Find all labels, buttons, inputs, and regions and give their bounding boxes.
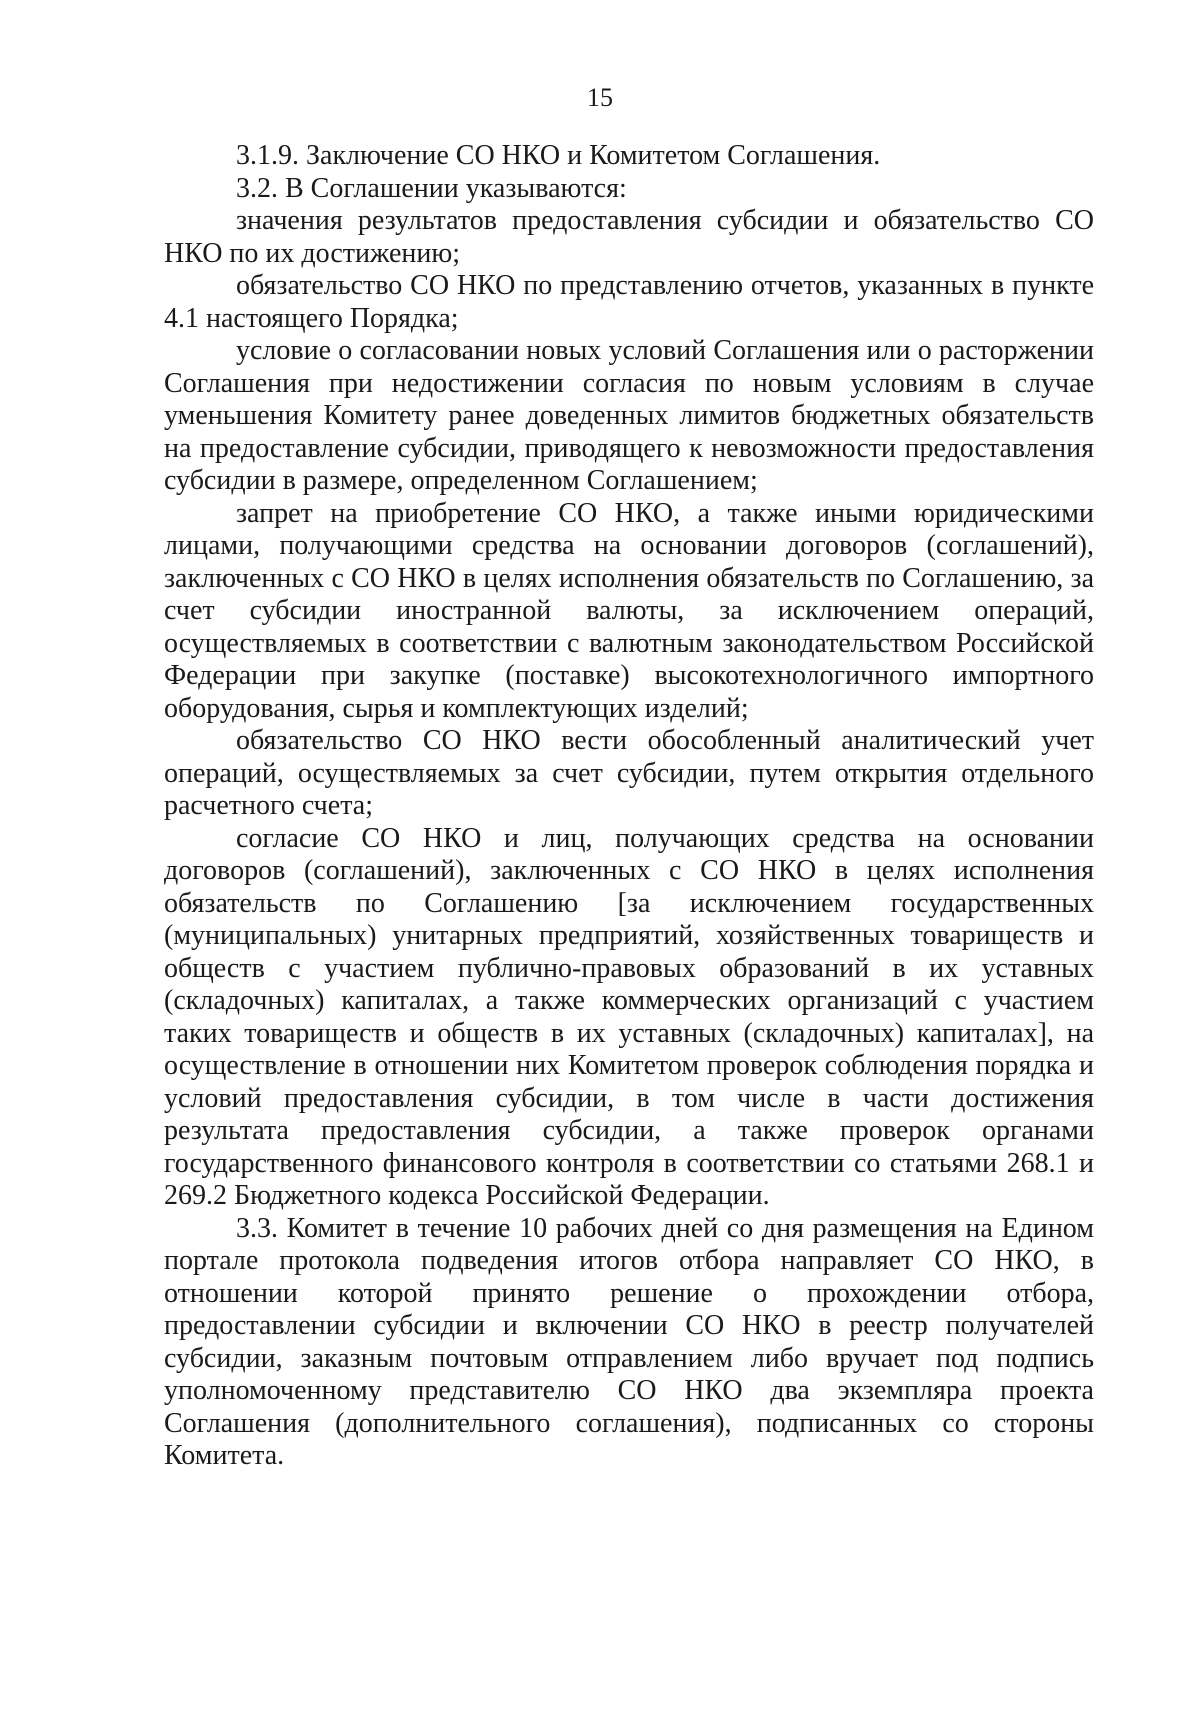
list-item-new-conditions: условие о согласовании новых условий Соглашения или о расторжении Соглашения при недостижении согласия по новым условиям в случае уменьшения Комитету ранее доведенных лимитов бюджетных обязательств на предоставление субсидии, приводящего к невозможности предоставления субсидии в размере, определенном Соглашением; [164,335,1094,496]
list-item-reports: обязательство СО НКО по представлению отчетов, указанных в пункте 4.1 настоящего Порядка; [164,270,1094,334]
paragraph-3-2: 3.2. В Соглашении указываются: [236,172,627,204]
list-item-currency-ban: запрет на приобретение СО НКО, а также иными юридическими лицами, получающими средства на основании договоров (соглашений), заключенных с СО НКО в целях исполнения обязательств по Соглашению, за счет субсидии иностранной валюты, за исключением операций, осуществляемых в соответствии с валютным законодательством Российской Федерации при закупке (поставке) высокотехнологичного импортного оборудования, сырья и комплектующих изделий; [164,497,1094,724]
list-item-inspection-consent: согласие СО НКО и лиц, получающих средства на основании договоров (соглашений), заключенных с СО НКО в целях исполнения обязательств по Соглашению [за исключением государственных (муниципальных) унитарных предприятий, хозяйственных товариществ и обществ с участием публично-правовых образований в их уставных (складочных) капиталах, а также коммерческих организаций с участием таких товариществ и обществ в их уставных (складочных) капиталах], на осуществление в отношении них Комитетом проверок соблюдения порядка и условий предоставления субсидии, в том числе в части достижения результата предоставления субсидии, а также проверок органами государственного финансового контроля в соответствии со статьями 268.1 и 269.2 Бюджетного кодекса Российской Федерации. [164,822,1094,1211]
list-item-separate-accounting: обязательство СО НКО вести обособленный аналитический учет операций, осуществляемых за счет субсидии, путем открытия отдельного расчетного счета; [164,725,1094,821]
list-item-results: значения результатов предоставления субсидии и обязательство СО НКО по их достижению; [164,205,1094,269]
paragraph-3-1-9: 3.1.9. Заключение СО НКО и Комитетом Соглашения. [236,140,881,171]
paragraph-3-3: 3.3. Комитет в течение 10 рабочих дней со дня размещения на Едином портале протокола подведения итогов отбора направляет СО НКО, в отношении которой принято решение о прохождении отбора, предоставлении субсидии и включении СО НКО в реестр получателей субсидии, заказным почтовым отправлением либо вручает под подпись уполномоченному представителю СО НКО два экземпляра проекта Соглашения (дополнительного соглашения), подписанных со стороны Комитета. [164,1212,1094,1471]
document-body [164,140,1094,1473]
page-number: 15 [587,83,613,112]
